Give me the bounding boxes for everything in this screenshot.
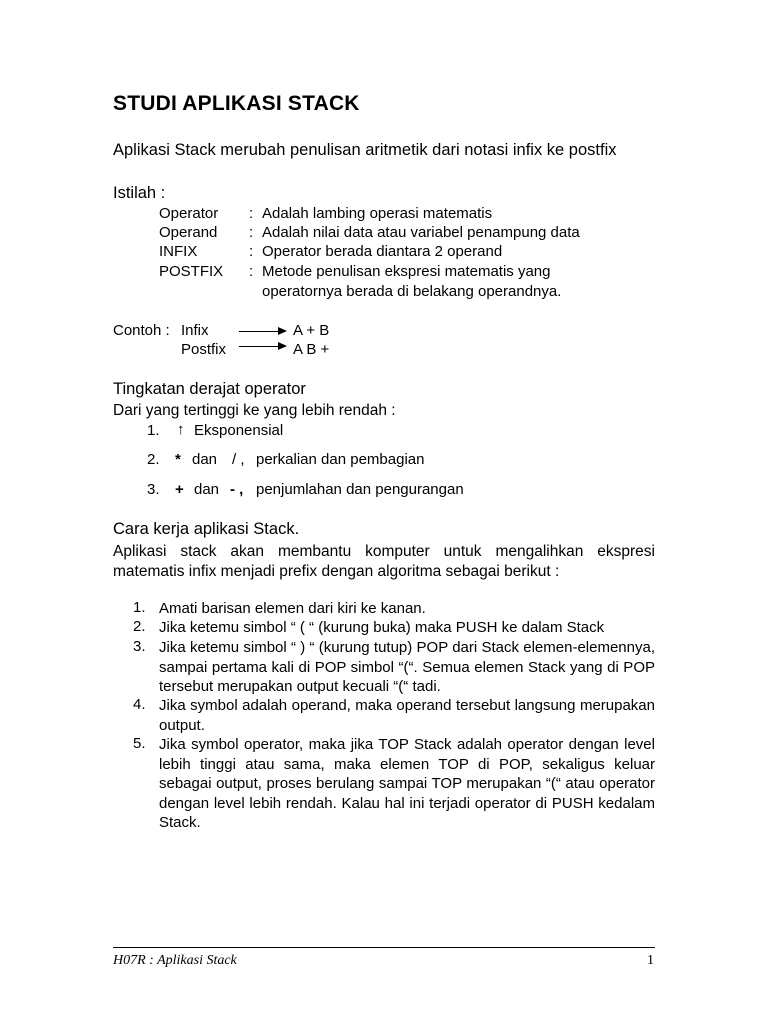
- page-number: 1: [647, 953, 654, 968]
- term-colon: :: [249, 224, 254, 241]
- precedence-text: Eksponensial: [194, 422, 284, 439]
- term-colon: :: [249, 263, 254, 280]
- list-number: 3.: [147, 481, 160, 498]
- term-colon: :: [249, 205, 254, 222]
- term-def-operator: Adalah lambing operasi matematis: [262, 205, 493, 222]
- cara-heading: Cara kerja aplikasi Stack.: [113, 520, 300, 538]
- up-arrow-icon: ↑: [177, 421, 185, 438]
- term-name-operator: Operator: [159, 205, 219, 222]
- term-name-postfix: POSTFIX: [159, 263, 224, 280]
- and-word: dan: [192, 451, 218, 468]
- right-arrow-icon: [239, 346, 285, 347]
- intro-text: Aplikasi Stack merubah penulisan aritmetik dari notasi infix ke postfix: [113, 141, 617, 159]
- postfix-expression: A B +: [293, 341, 330, 358]
- step-number: 2.: [133, 618, 146, 635]
- cara-paragraph: Aplikasi stack akan membantu komputer untuk mengalihkan ekspresi matematis infix menjadi prefix dengan algoritma sebagai berikut :: [113, 543, 655, 580]
- right-arrow-icon: [239, 331, 285, 332]
- term-name-infix: INFIX: [159, 243, 198, 260]
- step-number: 3.: [133, 638, 146, 655]
- divide-symbol: / ,: [232, 451, 245, 468]
- term-def-postfix-cont: operatornya berada di belakang operandnya.: [262, 283, 562, 300]
- list-number: 2.: [147, 451, 160, 468]
- tingkatan-heading: Tingkatan derajat operator: [113, 380, 306, 398]
- infix-expression: A + B: [293, 322, 330, 339]
- multiply-symbol: *: [175, 451, 181, 468]
- step-number: 5.: [133, 735, 146, 752]
- step-text: Jika ketemu simbol “ ) “ (kurung tutup) POP dari Stack elemen-elemennya, sampai pertama kali di POP simbol “(“. Semua elemen Stack yang di POP tersebut merupakan output kecuali “(“ tadi.: [159, 639, 655, 695]
- minus-symbol: - ,: [230, 481, 244, 498]
- term-def-infix: Operator berada diantara 2 operand: [262, 243, 503, 260]
- contoh-label: Contoh :: [113, 322, 170, 339]
- and-word: dan: [194, 481, 220, 498]
- footer-divider: [113, 947, 655, 948]
- plus-symbol: +: [175, 481, 184, 498]
- istilah-heading: Istilah :: [113, 184, 166, 202]
- step-text: Amati barisan elemen dari kiri ke kanan.: [159, 600, 426, 617]
- postfix-label: Postfix: [181, 341, 227, 358]
- step-text: Jika ketemu simbol “ ( “ (kurung buka) maka PUSH ke dalam Stack: [159, 619, 605, 636]
- page-title: STUDI APLIKASI STACK: [113, 92, 360, 115]
- infix-label: Infix: [181, 322, 209, 339]
- precedence-text: penjumlahan dan pengurangan: [256, 481, 464, 498]
- term-def-operand: Adalah nilai data atau variabel penampung data: [262, 224, 580, 241]
- tingkatan-subtitle: Dari yang tertinggi ke yang lebih rendah :: [113, 402, 396, 419]
- term-colon: :: [249, 243, 254, 260]
- term-def-postfix: Metode penulisan ekspresi matematis yang: [262, 263, 551, 280]
- footer-label: H07R : Aplikasi Stack: [113, 953, 237, 968]
- precedence-text: perkalian dan pembagian: [256, 451, 425, 468]
- list-number: 1.: [147, 422, 160, 439]
- step-number: 1.: [133, 599, 146, 616]
- step-text: Jika symbol adalah operand, maka operand tersebut langsung merupakan output.: [159, 697, 655, 734]
- term-name-operand: Operand: [159, 224, 218, 241]
- step-number: 4.: [133, 696, 146, 713]
- step-text: Jika symbol operator, maka jika TOP Stack adalah operator dengan level lebih tinggi atau sama, maka elemen TOP di POP, sekaligus keluar sebagai output, proses berulang sampai TOP merupakan “(“ atau operator dengan level lebih rendah. Kalau hal ini terjadi operator di PUSH kedalam Stack.: [159, 736, 655, 831]
